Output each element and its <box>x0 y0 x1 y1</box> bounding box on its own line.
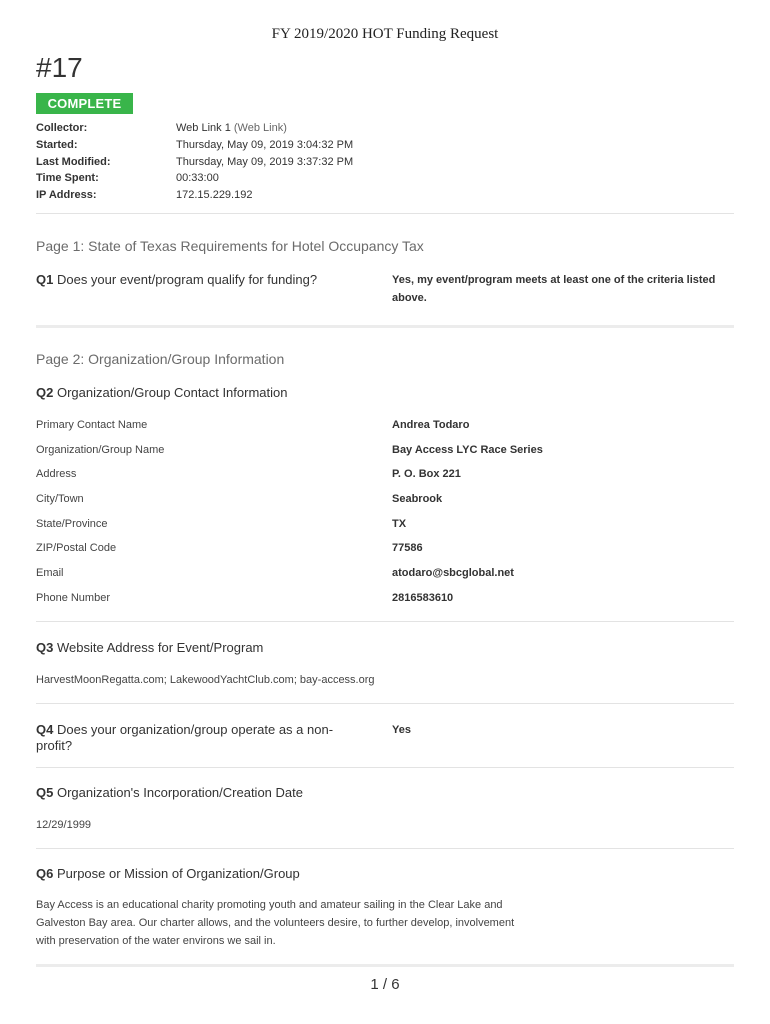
status-badge: COMPLETE <box>36 93 133 114</box>
field-label: Phone Number <box>36 591 110 604</box>
answer-line: with preservation of the water environs we sail in. <box>36 935 276 947</box>
meta-row-ip-address <box>36 187 736 204</box>
divider <box>36 767 734 768</box>
page-indicator: 1 / 6 <box>370 976 400 993</box>
answer-q3: HarvestMoonRegatta.com; LakewoodYachtClub.com; bay-access.org <box>36 674 375 686</box>
question-text: Does your event/program qualify for funding? <box>56 272 318 287</box>
question-number: Q5 <box>36 785 54 800</box>
contact-info-table <box>36 417 734 615</box>
field-value: P. O. Box 221 <box>392 468 461 481</box>
meta-value <box>176 120 287 137</box>
question-q1 <box>36 272 317 288</box>
meta-row-last-modified <box>36 154 736 171</box>
question-text: profit? <box>36 738 73 753</box>
field-label: ZIP/Postal Code <box>36 542 117 555</box>
question-number: Q2 <box>36 385 54 400</box>
divider <box>36 848 734 849</box>
answer-line: Bay Access is an educational charity promoting youth and amateur sailing in the Clear Lake and <box>36 899 503 911</box>
question-number: Q3 <box>36 640 54 655</box>
field-label: State/Province <box>36 517 108 530</box>
divider <box>36 703 734 704</box>
question-q5 <box>36 785 303 801</box>
question-text: Does your organization/group operate as a non- <box>56 722 334 737</box>
field-label: Address <box>36 468 77 481</box>
question-q6 <box>36 866 300 882</box>
question-q4 <box>36 722 333 754</box>
field-label: Primary Contact Name <box>36 419 148 431</box>
meta-label: Started: <box>36 138 78 151</box>
divider <box>36 621 734 622</box>
field-value: Andrea Todaro <box>392 419 470 431</box>
meta-value: 00:33:00 <box>176 172 219 185</box>
field-value: Seabrook <box>392 493 443 506</box>
table-row <box>36 466 734 491</box>
collector-value: Web Link 1 <box>176 122 231 134</box>
field-label: City/Town <box>36 493 84 506</box>
meta-row-collector <box>36 120 736 137</box>
field-value: TX <box>392 517 407 530</box>
response-metadata <box>36 120 736 204</box>
field-value: atodaro@sbcglobal.net <box>392 567 514 580</box>
table-row <box>36 442 734 467</box>
divider <box>36 213 734 214</box>
page-divider <box>36 964 734 967</box>
field-value: 77586 <box>392 542 423 555</box>
question-number: Q6 <box>36 866 54 881</box>
table-row <box>36 565 734 590</box>
question-text: Website Address for Event/Program <box>56 640 264 655</box>
meta-value: Thursday, May 09, 2019 3:37:32 PM <box>176 155 354 168</box>
table-row <box>36 491 734 516</box>
meta-label: IP Address: <box>36 189 97 202</box>
page2-heading: Page 2: Organization/Group Information <box>36 351 285 367</box>
answer-line: Galveston Bay area. Our charter allows, and the volunteers desire, to further develop, involvement <box>36 917 515 929</box>
meta-label: Time Spent: <box>36 172 99 185</box>
meta-label: Last Modified: <box>36 155 111 168</box>
field-label: Email <box>36 567 64 580</box>
page-divider <box>36 325 734 328</box>
document-title: FY 2019/2020 HOT Funding Request <box>271 26 499 42</box>
response-number: #17 <box>36 52 83 83</box>
answer-q1: Yes, my event/program meets at least one of the criteria listed above. <box>392 274 716 304</box>
question-text: Organization's Incorporation/Creation Date <box>56 785 303 800</box>
question-text: Purpose or Mission of Organization/Group <box>56 866 300 881</box>
meta-value: Thursday, May 09, 2019 3:04:32 PM <box>176 138 354 151</box>
meta-value: 172.15.229.192 <box>176 189 253 202</box>
table-row <box>36 516 734 541</box>
question-q2 <box>36 385 287 401</box>
collector-type: (Web Link) <box>233 122 287 134</box>
meta-row-time-spent <box>36 170 736 187</box>
field-label: Organization/Group Name <box>36 443 165 456</box>
meta-row-started <box>36 137 736 154</box>
field-value: Bay Access LYC Race Series <box>392 443 543 456</box>
page1-heading: Page 1: State of Texas Requirements for Hotel Occupancy Tax <box>36 238 424 254</box>
field-value: 2816583610 <box>392 591 454 604</box>
question-number: Q4 <box>36 722 54 737</box>
question-q3 <box>36 640 263 656</box>
answer-q4: Yes <box>392 724 411 736</box>
answer-q6 <box>36 896 514 950</box>
table-row <box>36 590 734 615</box>
question-text: Organization/Group Contact Information <box>56 385 288 400</box>
meta-label: Collector: <box>36 122 88 134</box>
table-row <box>36 417 734 442</box>
answer-q5: 12/29/1999 <box>36 819 92 831</box>
table-row <box>36 540 734 565</box>
question-number: Q1 <box>36 272 54 287</box>
